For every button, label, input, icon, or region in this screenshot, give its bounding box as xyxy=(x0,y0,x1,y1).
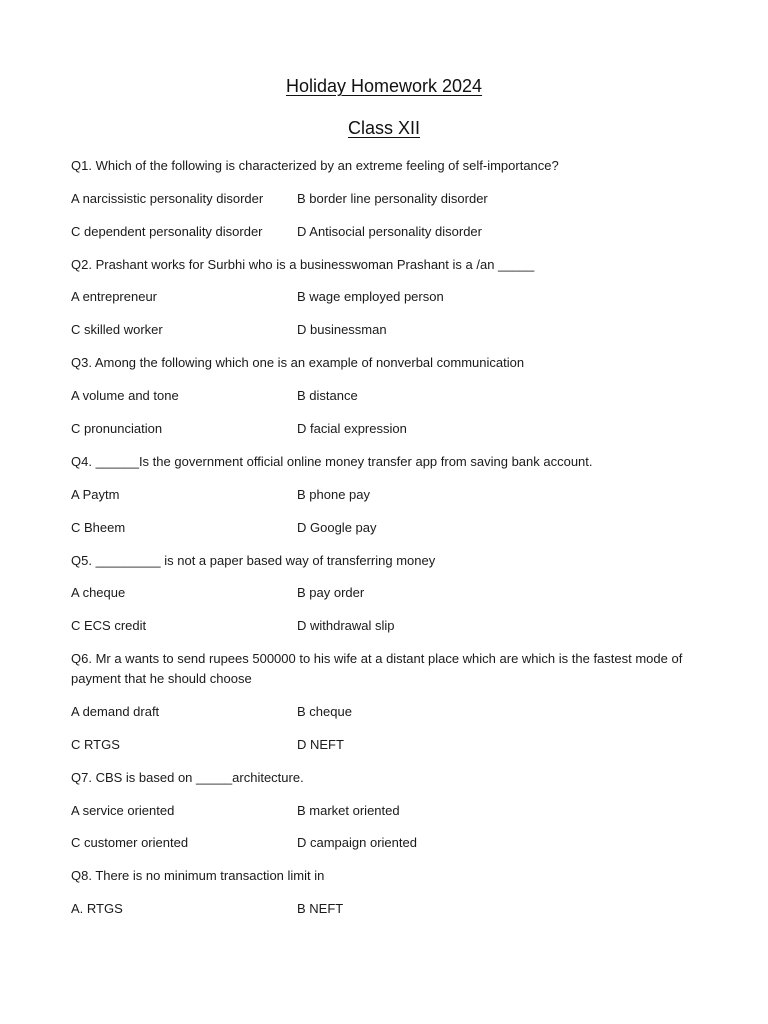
q2-option-b: B wage employed person xyxy=(297,289,444,304)
q3-option-b: B distance xyxy=(297,388,358,403)
q1-option-b: B border line personality disorder xyxy=(297,191,488,206)
q4-option-d: D Google pay xyxy=(297,520,377,535)
q4-option-c: C Bheem xyxy=(71,520,126,535)
q3-option-d: D facial expression xyxy=(297,421,407,436)
question-3: Q3. Among the following which one is an example of nonverbal communication xyxy=(71,355,525,370)
q8-option-b: B NEFT xyxy=(297,901,344,916)
page-subtitle: Class XII xyxy=(347,118,421,138)
page-title: Holiday Homework 2024 xyxy=(285,76,483,96)
question-8: Q8. There is no minimum transaction limit in xyxy=(71,868,325,883)
q5-option-a: A cheque xyxy=(71,585,126,600)
q7-option-d: D campaign oriented xyxy=(297,835,417,850)
q6-option-d: D NEFT xyxy=(297,737,344,752)
q3-option-a: A volume and tone xyxy=(71,388,179,403)
q4-option-a: A Paytm xyxy=(71,487,120,502)
q7-option-c: C customer oriented xyxy=(71,835,189,850)
q5-option-b: B pay order xyxy=(297,585,365,600)
q2-option-a: A entrepreneur xyxy=(71,289,158,304)
question-7: Q7. CBS is based on _____architecture. xyxy=(71,770,304,785)
q3-option-c: C pronunciation xyxy=(71,421,163,436)
question-6: Q6. Mr a wants to send rupees 500000 to his wife at a distant place which are which is the fastest mode of payment that he should choose xyxy=(71,651,683,686)
q6-option-c: C RTGS xyxy=(71,737,120,752)
question-4: Q4. ______Is the government official online money transfer app from saving bank account. xyxy=(71,454,593,469)
q6-option-b: B cheque xyxy=(297,704,352,719)
q6-option-a: A demand draft xyxy=(71,704,160,719)
q7-option-b: B market oriented xyxy=(297,803,400,818)
q1-option-c: C dependent personality disorder xyxy=(71,224,263,239)
q7-option-a: A service oriented xyxy=(71,803,175,818)
question-2: Q2. Prashant works for Surbhi who is a businesswoman Prashant is a /an _____ xyxy=(71,257,535,272)
question-1: Q1. Which of the following is characterized by an extreme feeling of self-importance? xyxy=(71,158,559,173)
q2-option-d: D businessman xyxy=(297,322,387,337)
q5-option-d: D withdrawal slip xyxy=(297,618,395,633)
q8-option-a: A. RTGS xyxy=(71,901,123,916)
question-5: Q5. _________ is not a paper based way of transferring money xyxy=(71,553,436,568)
q1-option-d: D Antisocial personality disorder xyxy=(297,224,482,239)
q5-option-c: C ECS credit xyxy=(71,618,147,633)
q4-option-b: B phone pay xyxy=(297,487,371,502)
q2-option-c: C skilled worker xyxy=(71,322,163,337)
q1-option-a: A narcissistic personality disorder xyxy=(71,191,264,206)
